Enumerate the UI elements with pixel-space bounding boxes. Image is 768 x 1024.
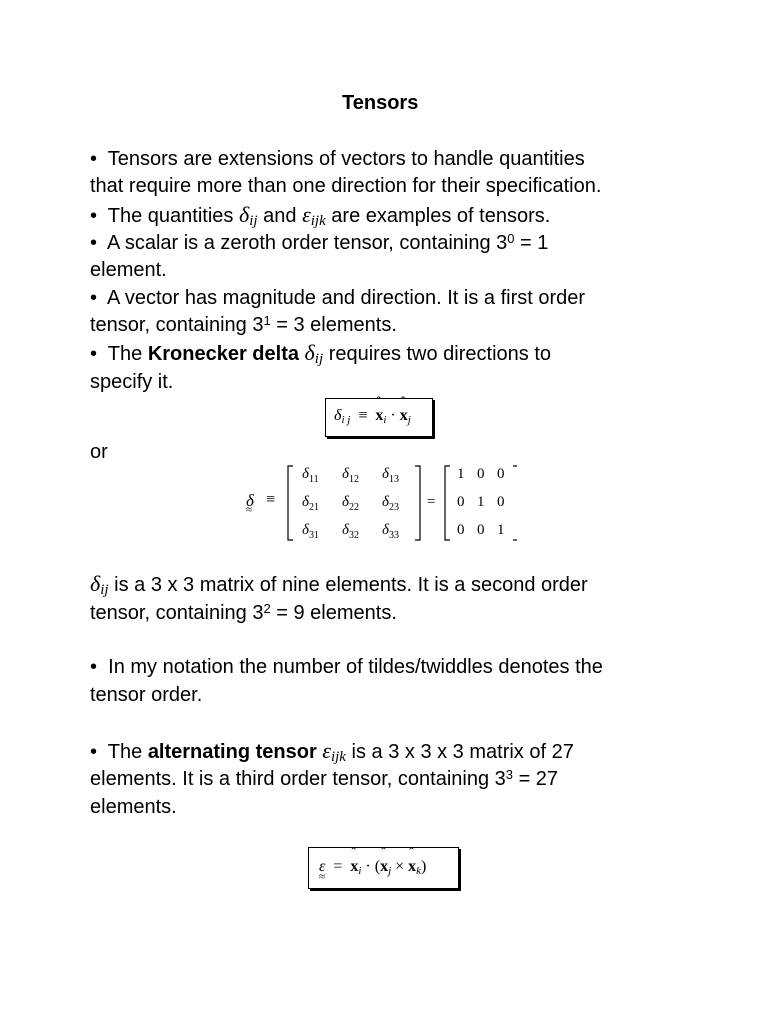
identity-matrix <box>457 466 517 542</box>
delta-tensor-symbol: δ ≈ <box>246 491 254 511</box>
p4-line1: A vector has magnitude and direction. It is a first order <box>107 287 586 309</box>
bullet-mark: • <box>90 343 98 365</box>
p1-line1: Tensors are extensions of vectors to handle quantities <box>107 148 585 170</box>
p5-b: requires two directions to <box>328 343 552 365</box>
matrix-entry: $\delta_{13}$ <box>382 466 399 485</box>
identity-entry: 0 <box>477 466 485 482</box>
p4-line2: tensor, containing $3^1 = 3$ elements. <box>90 313 397 336</box>
identity-entry: 0 <box>477 522 485 538</box>
p2-a: The quantities <box>107 205 234 227</box>
alternating-definition-box <box>308 847 459 889</box>
p7-line2: tensor order. <box>90 684 203 706</box>
p2-b: and <box>263 205 297 227</box>
bullet-mark: • <box>90 287 98 309</box>
identity-entry: 1 <box>497 522 505 538</box>
identity-entry: 0 <box>457 494 465 510</box>
bullet-2 <box>90 201 550 230</box>
identity-entry: 0 <box>457 522 465 538</box>
identity-entry: 1 <box>457 466 465 482</box>
matrix-entry: $\delta_{33}$ <box>382 522 399 541</box>
matrix-entry: $\delta_{31}$ <box>302 522 319 541</box>
matrix-entry: $\delta_{32}$ <box>342 522 359 541</box>
p3-sup: 0 <box>507 231 515 246</box>
bullet-4 <box>90 285 585 312</box>
kronecker-definition-box <box>325 398 433 437</box>
bullet-mark: • <box>90 656 98 678</box>
epsilon-ijk-symbol: $\varepsilon_{ijk}$ <box>322 738 346 765</box>
matrix-entry: $\delta_{23}$ <box>382 494 399 513</box>
equals-sign: = <box>427 494 436 510</box>
bullet-5 <box>90 339 551 368</box>
identity-entry: 1 <box>477 494 485 510</box>
delta-ij-symbol: $\delta_{ij}$ <box>304 340 324 367</box>
identity-entry: 0 <box>497 466 505 482</box>
p8-a: The <box>107 741 148 763</box>
p8-line2: elements. It is a third order tensor, containing $3^3 = 27$ <box>90 767 559 790</box>
bullet-mark: • <box>90 741 98 763</box>
page-title: Tensors <box>342 92 419 114</box>
epsilon-ijk-symbol: $\varepsilon_{ijk}$ <box>302 202 326 229</box>
or-text: or <box>90 441 108 463</box>
equiv-sign: ≡ <box>266 491 276 508</box>
matrix-entry: $\delta_{11}$ <box>302 466 319 485</box>
p3-b: = 1 <box>514 232 549 254</box>
bullet-7 <box>90 654 603 681</box>
delta-ij-symbol: $\delta_{ij}$ <box>90 571 109 598</box>
p8-b: is a 3 x 3 x 3 matrix of 27 <box>351 741 574 763</box>
p1-line2: that require more than one direction for their specification. <box>90 175 602 197</box>
p5-line2: specify it. <box>90 371 174 393</box>
p6-line1: $\delta_{ij}$ is a 3 x 3 matrix of nine elements. It is a second order <box>90 571 588 598</box>
delta-ij-symbol: $\delta_{ij}$ <box>238 202 258 229</box>
matrix-entry: $\delta_{12}$ <box>342 466 359 485</box>
p2-c: are examples of tensors. <box>331 205 551 227</box>
p6-line2: tensor, containing $3^2 = 9$ elements. <box>90 601 397 624</box>
p8-line3: elements. <box>90 796 177 818</box>
bullet-3 <box>90 230 548 257</box>
kronecker-delta-term: Kronecker delta <box>147 343 299 365</box>
p5-a: The <box>107 343 148 365</box>
bullet-mark: • <box>90 232 98 254</box>
matrix-entry: $\delta_{22}$ <box>342 494 359 513</box>
alternating-tensor-term: alternating tensor <box>147 741 317 763</box>
kronecker-definition: $\delta_{i j}$ ≡ ˆ $x_i$ · ˆ $x_j$ <box>334 407 411 425</box>
bullet-mark: • <box>90 205 98 227</box>
bullet-1 <box>90 146 585 173</box>
matrix-entry: $\delta_{21}$ <box>302 494 319 513</box>
bullet-8 <box>90 737 574 766</box>
identity-entry: 0 <box>497 494 505 510</box>
p3-line2: element. <box>90 259 167 281</box>
alternating-definition: ε ≈ = ˆ $x_i$ · (ˆ $x_j$ × ˆ $x_k$) <box>319 858 426 876</box>
p7-line1: In my notation the number of tildes/twiddles denotes the <box>108 656 603 678</box>
bullet-mark: • <box>90 148 98 170</box>
delta-matrix <box>300 466 420 542</box>
p3-a: A scalar is a zeroth order tensor, containing 3 <box>107 232 508 254</box>
